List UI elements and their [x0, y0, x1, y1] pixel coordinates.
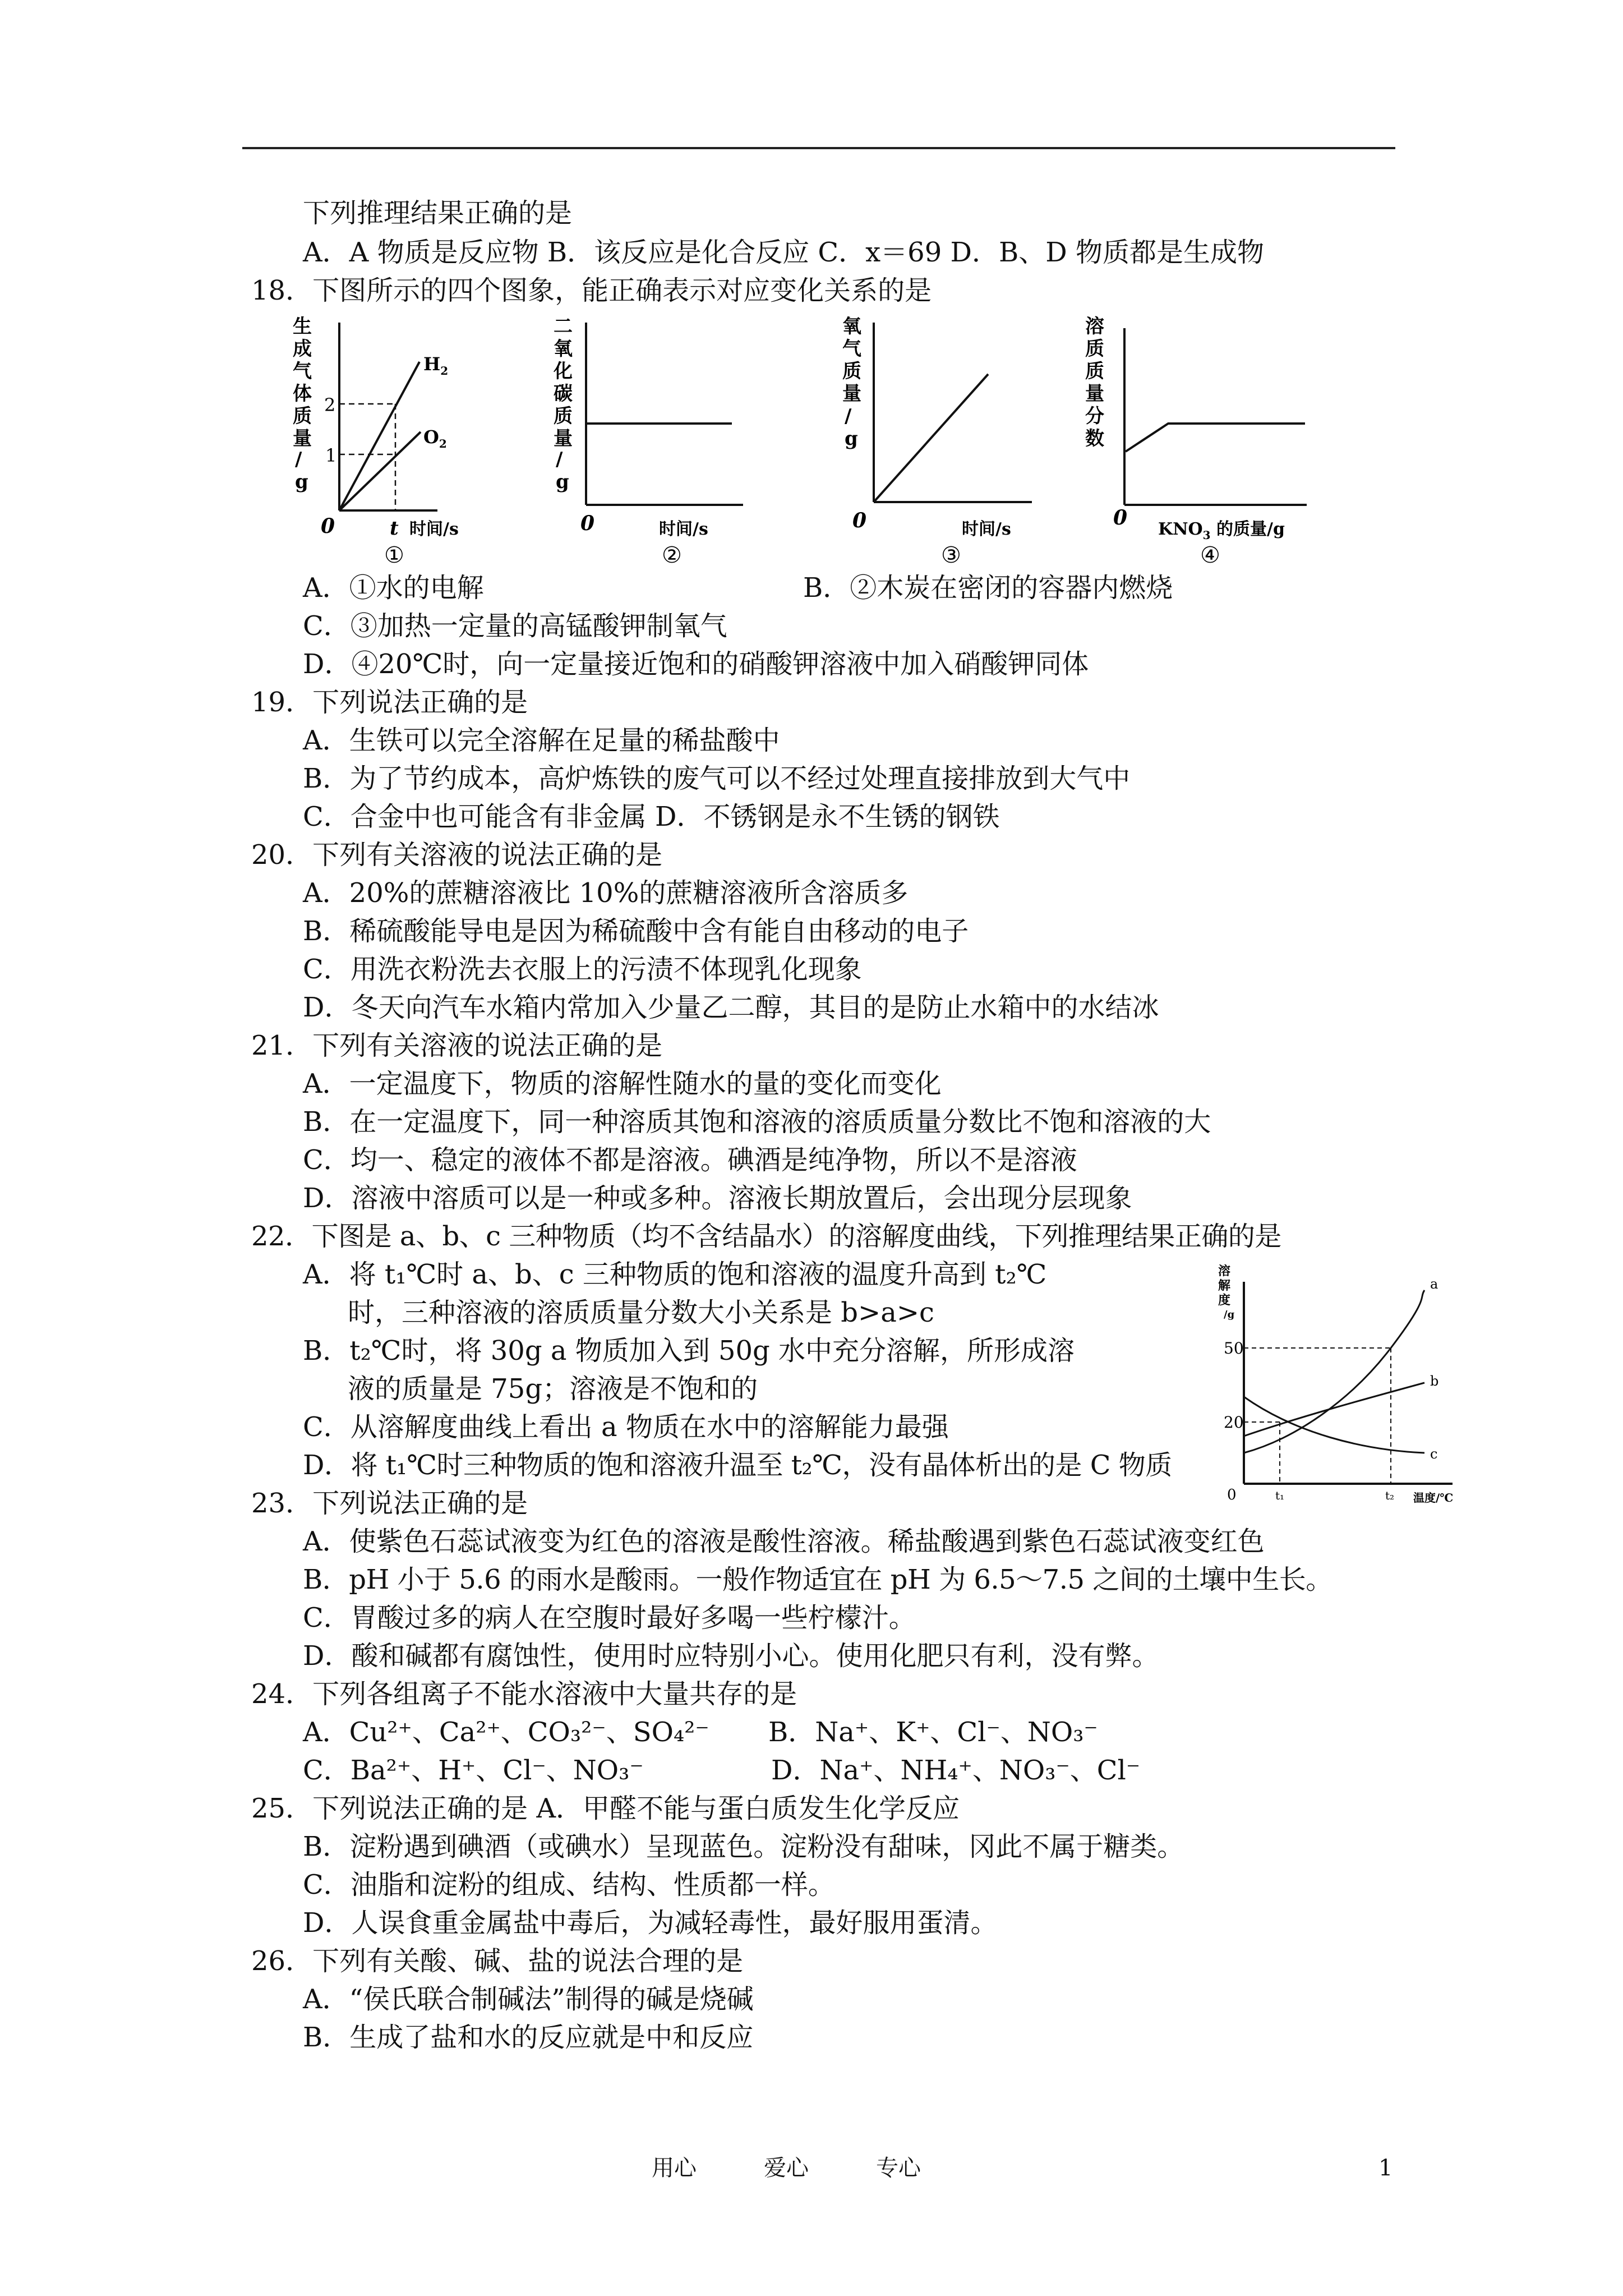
svg-text:分: 分 — [1085, 405, 1104, 427]
q21-option-d: D．溶液中溶质可以是一种或多种。溶液长期放置后，会出现分层现象 — [303, 1182, 1132, 1214]
q18-option-d: D．④20℃时，向一定量接近饱和的硝酸钾溶液中加入硝酸钾同体 — [303, 648, 1089, 680]
svg-text:b: b — [1430, 1373, 1439, 1389]
svg-text:量: 量 — [554, 427, 573, 450]
svg-text:①: ① — [384, 542, 404, 567]
graph3-ylabel — [842, 315, 861, 450]
svg-text:时间/s: 时间/s — [962, 519, 1011, 539]
svg-text:碳: 碳 — [554, 383, 573, 405]
q23-option-b: B．pH 小于 5.6 的雨水是酸雨。一般作物适宜在 pH 为 6.5～7.5 之间的土壤中生长。 — [303, 1564, 1332, 1595]
q26-stem: 26．下列有关酸、碱、盐的说法合理的是 — [251, 1945, 744, 1977]
svg-text:0: 0 — [1227, 1487, 1237, 1503]
svg-text:质: 质 — [1085, 338, 1104, 360]
q25-option-b: B．淀粉遇到碘酒（或碘水）呈现蓝色。淀粉没有甜味，冈此不属于糖类。 — [303, 1831, 1184, 1862]
q20-option-c: C．用洗衣粉洗去衣服上的污渍不体现乳化现象 — [303, 954, 862, 985]
svg-text:0: 0 — [321, 514, 335, 538]
svg-text:③: ③ — [941, 542, 961, 567]
q18-option-a: A．①水的电解 — [303, 572, 484, 604]
svg-text:质: 质 — [842, 360, 861, 383]
svg-text:量: 量 — [1085, 383, 1104, 405]
q22-option-a: A．将 t₁℃时 a、b、c 三种物质的饱和溶液的温度升高到 t₂℃ — [303, 1259, 1047, 1290]
svg-text:t₂: t₂ — [1385, 1489, 1395, 1502]
q24-option-b: B．Na⁺、K⁺、Cl⁻、NO₃⁻ — [768, 1717, 1098, 1748]
svg-text:c: c — [1430, 1446, 1438, 1462]
q21-option-c: C．均一、稳定的液体不都是溶液。碘酒是纯净物，所以不是溶液 — [303, 1144, 1077, 1176]
q22-option-a-cont: 时，三种溶液的溶质质量分数大小关系是 b>a>c — [348, 1297, 934, 1328]
svg-text:O2: $O_2$ — [423, 426, 447, 450]
q25-option-d: D．人误食重金属盐中毒后，为减轻毒性，最好服用蛋清。 — [303, 1907, 998, 1939]
svg-text:2: 2 — [324, 394, 336, 416]
svg-text:气: 气 — [842, 338, 861, 360]
svg-text:H2: $H_2$ — [423, 353, 449, 378]
footer-text-2: 爱心 — [764, 2155, 809, 2181]
q20-stem: 20．下列有关溶液的说法正确的是 — [251, 839, 663, 871]
q18-option-b: B．②木炭在密闭的容器内燃烧 — [803, 572, 1173, 604]
page-number: 1 — [1378, 2155, 1393, 2181]
q20-option-d: D．冬天向汽车水箱内常加入少量乙二醇，其目的是防止水箱中的水结冰 — [303, 992, 1159, 1023]
graph-carbon-combustion — [552, 311, 754, 567]
graph4-fraction-line — [1126, 424, 1305, 452]
q22-option-b-cont: 液的质量是 75g；溶液是不饱和的 — [348, 1373, 758, 1405]
curve-a — [1244, 1290, 1424, 1453]
q24-option-c: C．Ba²⁺、H⁺、Cl⁻、NO₃⁻ — [303, 1755, 644, 1786]
svg-text:g: g — [556, 471, 569, 493]
svg-text:解: 解 — [1218, 1278, 1231, 1293]
q26-option-b: B．生成了盐和水的反应就是中和反应 — [303, 2022, 754, 2053]
graph-kno3-dissolution — [1085, 311, 1321, 567]
svg-text:20: 20 — [1224, 1413, 1244, 1432]
svg-text:KNO3 的质量/g: $KNO_3$ 的质量/g — [1158, 519, 1285, 542]
q22-option-d: D．将 t₁℃时三种物质的饱和溶液升温至 t₂℃，没有晶体析出的是 C 物质 — [303, 1450, 1172, 1481]
q17-stem: 下列推理结果正确的是 — [303, 197, 573, 229]
svg-text:g: g — [295, 471, 308, 493]
svg-text:量: 量 — [293, 427, 312, 450]
svg-text:质: 质 — [1085, 360, 1104, 383]
svg-text:/: / — [845, 405, 852, 427]
q22-option-b: B．t₂℃时，将 30g a 物质加入到 50g 水中充分溶解，所形成溶 — [303, 1335, 1075, 1366]
solubility-ylabel — [1218, 1264, 1235, 1320]
footer-text-3: 专心 — [876, 2155, 921, 2181]
q19-option-a: A．生铁可以完全溶解在足量的稀盐酸中 — [303, 725, 780, 756]
q21-option-a: A．一定温度下，物质的溶解性随水的量的变化而变化 — [303, 1068, 942, 1099]
q26-option-a: A．“侯氏联合制碱法”制得的碱是烧碱 — [303, 1984, 754, 2015]
curve-b — [1244, 1383, 1424, 1436]
svg-text:50: 50 — [1224, 1339, 1244, 1358]
svg-text:0: 0 — [580, 512, 595, 535]
svg-text:化: 化 — [554, 360, 573, 383]
graph1-ylabel — [293, 315, 312, 493]
solubility-curve — [1217, 1259, 1481, 1506]
graph1-o2-line — [339, 432, 421, 510]
q19-stem: 19．下列说法正确的是 — [251, 687, 528, 718]
svg-text:量: 量 — [842, 383, 861, 405]
q18-option-c: C．③加热一定量的高锰酸钾制氧气 — [303, 610, 727, 642]
q17-options: A．A 物质是反应物 B．该反应是化合反应 C．x＝69 D．B、D 物质都是生成物 — [303, 237, 1265, 268]
svg-text:质: 质 — [554, 405, 573, 427]
svg-text:0: 0 — [852, 509, 867, 532]
q23-option-a: A．使紫色石蕊试液变为红色的溶液是酸性溶液。稀盐酸遇到紫色石蕊试液变红色 — [303, 1526, 1265, 1557]
q19-option-b: B．为了节约成本，高炉炼铁的废气可以不经过处理直接排放到大气中 — [303, 763, 1131, 794]
svg-text:g: g — [845, 427, 858, 450]
q22-option-c: C．从溶解度曲线上看出 a 物质在水中的溶解能力最强 — [303, 1411, 949, 1443]
graph4-ylabel — [1085, 315, 1104, 450]
q19-option-cd: C．合金中也可能含有非金属 D．不锈钢是永不生锈的钢铁 — [303, 801, 1000, 832]
q20-option-b: B．稀硫酸能导电是因为稀硫酸中含有能自由移动的电子 — [303, 915, 969, 947]
svg-text:溶: 溶 — [1218, 1264, 1231, 1278]
graph1-h2-line — [339, 362, 419, 510]
svg-text:/: / — [556, 448, 563, 471]
svg-text:a: a — [1430, 1276, 1438, 1292]
q18-stem: 18．下图所示的四个图象，能正确表示对应变化关系的是 — [251, 275, 932, 306]
q23-option-c: C．胃酸过多的病人在空腹时最好多喝一些柠檬汁。 — [303, 1602, 916, 1634]
header-rule — [242, 147, 1395, 149]
q25-option-c: C．油脂和淀粉的组成、结构、性质都一样。 — [303, 1869, 835, 1901]
svg-text:数: 数 — [1085, 427, 1104, 450]
q22-stem: 22．下图是 a、b、c 三种物质（均不含结晶水）的溶解度曲线，下列推理结果正确的是 — [251, 1221, 1281, 1252]
q21-stem: 21．下列有关溶液的说法正确的是 — [251, 1030, 663, 1061]
q23-stem: 23．下列说法正确的是 — [251, 1488, 528, 1519]
graph2-ylabel — [553, 315, 573, 493]
svg-text:度: 度 — [1218, 1293, 1231, 1308]
svg-text:时间/s: 时间/s — [409, 519, 459, 539]
svg-text:0: 0 — [1113, 506, 1128, 530]
svg-text:时间/s: 时间/s — [659, 519, 708, 539]
q24-stem: 24．下列各组离子不能水溶液中大量共存的是 — [251, 1678, 797, 1710]
svg-text:气: 气 — [293, 360, 312, 383]
svg-text:氧: 氧 — [554, 338, 573, 360]
svg-text:温度/℃: 温度/℃ — [1413, 1491, 1454, 1504]
svg-text:体: 体 — [293, 383, 312, 405]
graph-kmno4-heating — [841, 311, 1043, 567]
q24-option-d: D．Na⁺、NH₄⁺、NO₃⁻、Cl⁻ — [771, 1755, 1141, 1786]
svg-text:二: 二 — [554, 315, 573, 338]
q21-option-b: B．在一定温度下，同一种溶质其饱和溶液的溶质质量分数比不饱和溶液的大 — [303, 1106, 1211, 1138]
svg-text:氧: 氧 — [842, 315, 861, 338]
svg-text:/: / — [295, 448, 302, 471]
graph-water-electrolysis — [292, 311, 482, 567]
q25-stem: 25．下列说法正确的是 A．甲醛不能与蛋白质发生化学反应 — [251, 1793, 960, 1824]
svg-text:/g: /g — [1224, 1309, 1235, 1320]
svg-text:质: 质 — [293, 405, 312, 427]
graph3-o2-line — [874, 374, 988, 502]
svg-text:t₁: t₁ — [1275, 1489, 1285, 1502]
q20-option-a: A．20%的蔗糖溶液比 10%的蔗糖溶液所含溶质多 — [303, 877, 909, 909]
svg-text:溶: 溶 — [1085, 315, 1104, 338]
svg-text:②: ② — [662, 542, 682, 567]
svg-text:成: 成 — [293, 338, 312, 360]
q24-option-a: A．Cu²⁺、Ca²⁺、CO₃²⁻、SO₄²⁻ — [303, 1717, 709, 1748]
svg-text:④: ④ — [1200, 542, 1220, 567]
svg-text:t: t — [390, 517, 399, 540]
svg-text:生: 生 — [293, 315, 312, 338]
q23-option-d: D．酸和碱都有腐蚀性，使用时应特别小心。使用化肥只有利，没有弊。 — [303, 1640, 1159, 1672]
footer-text-1: 用心 — [652, 2155, 697, 2181]
svg-text:1: 1 — [325, 445, 337, 466]
